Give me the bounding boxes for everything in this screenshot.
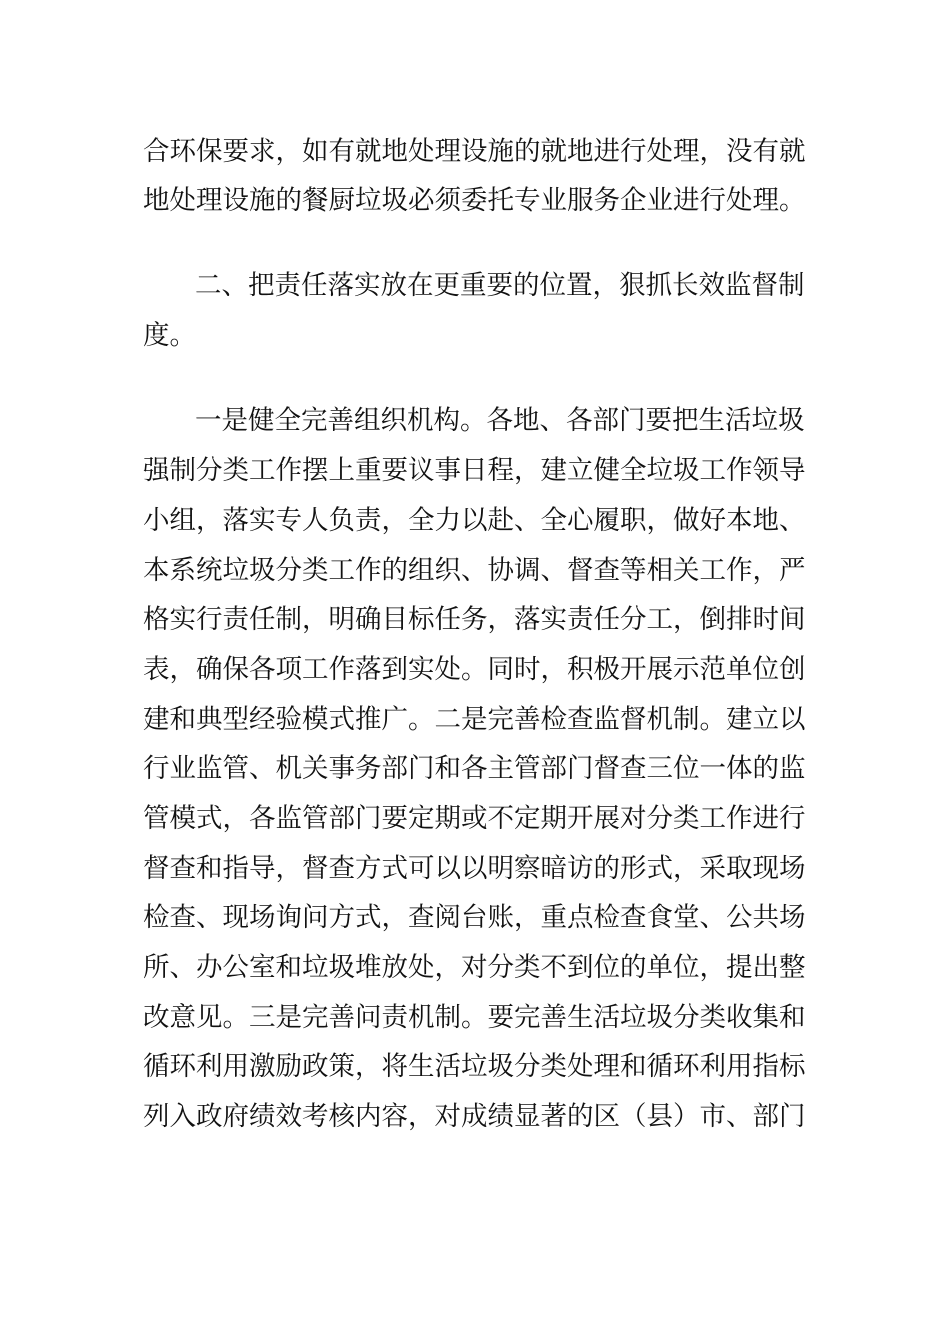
- text-line: 地处理设施的餐厨垃圾必须委托专业服务企业进行处理。: [143, 185, 806, 216]
- text-line: 检查、现场询问方式，查阅台账，重点检查食堂、公共场: [143, 902, 806, 933]
- text-line: 合环保要求，如有就地处理设施的就地进行处理，没有就: [143, 136, 806, 167]
- text-line: 行业监管、机关事务部门和各主管部门督查三位一体的监: [143, 753, 806, 784]
- text-line: 格实行责任制，明确目标任务，落实责任分工，倒排时间: [143, 604, 806, 635]
- text-line: 建和典型经验模式推广。二是完善检查监督机制。建立以: [143, 704, 806, 735]
- text-line: 循环利用激励政策，将生活垃圾分类处理和循环利用指标: [143, 1051, 806, 1082]
- text-line: 管模式，各监管部门要定期或不定期开展对分类工作进行: [143, 803, 806, 834]
- text-line: 本系统垃圾分类工作的组织、协调、督查等相关工作，严: [143, 555, 806, 586]
- text-line: 列入政府绩效考核内容，对成绩显著的区（县）市、部门: [143, 1101, 806, 1132]
- text-line: 强制分类工作摆上重要议事日程，建立健全垃圾工作领导: [143, 455, 806, 486]
- text-line: 表，确保各项工作落到实处。同时，积极开展示范单位创: [143, 654, 806, 685]
- text-line: 所、办公室和垃圾堆放处，对分类不到位的单位，提出整: [143, 952, 806, 983]
- text-line: 一是健全完善组织机构。各地、各部门要把生活垃圾: [195, 405, 805, 436]
- text-line: 小组，落实专人负责，全力以赴、全心履职，做好本地、: [143, 505, 806, 536]
- text-line: 督查和指导，督查方式可以以明察暗访的形式，采取现场: [143, 853, 806, 884]
- text-line: 改意见。三是完善问责机制。要完善生活垃圾分类收集和: [143, 1002, 806, 1033]
- section-heading-continued: 度。: [143, 320, 196, 351]
- section-heading: 二、把责任落实放在更重要的位置，狠抓长效监督制: [195, 270, 805, 301]
